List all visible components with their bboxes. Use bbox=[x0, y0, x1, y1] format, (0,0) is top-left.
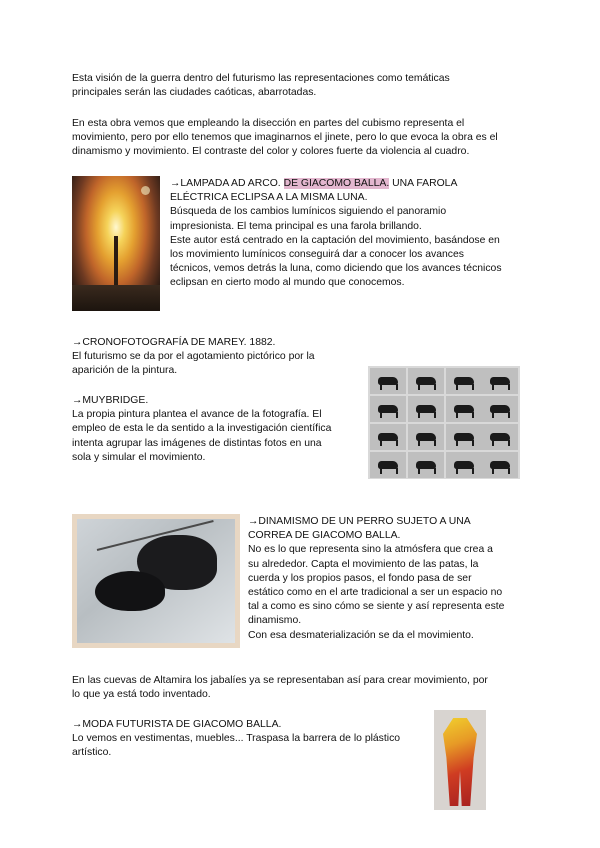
text-line: dinamismo y movimiento. El contraste del color y colores fuerte da violencia al cuadro. bbox=[72, 146, 470, 158]
horse-frame bbox=[370, 452, 406, 478]
text-line: Este autor está centrado en la captación del movimiento, basándose en bbox=[170, 234, 500, 246]
muybridge-horse-photo-grid bbox=[368, 366, 520, 479]
text-line: impresionista. El tema principal es una farola brillando. bbox=[170, 220, 422, 232]
text-line: tal a como es sino cómo se siente y así representa este bbox=[248, 601, 505, 613]
horse-frame bbox=[370, 424, 406, 450]
horse-frame bbox=[446, 368, 482, 394]
dinamismo-title-line-1: →DINAMISMO DE UN PERRO SUJETO A UNA bbox=[248, 516, 471, 527]
text-line: cuerda y los propios pasos, el fondo pasa de ser bbox=[248, 572, 472, 584]
horse-frame bbox=[482, 368, 518, 394]
marey-section bbox=[72, 336, 315, 379]
text-line: principales serán las ciudades caóticas, abarrotadas. bbox=[72, 87, 317, 99]
horse-frame bbox=[408, 424, 444, 450]
suit-shape bbox=[443, 718, 477, 806]
moda-futurista-suit-image bbox=[434, 710, 486, 810]
moda-section bbox=[72, 718, 400, 761]
horse-frame bbox=[446, 424, 482, 450]
text-line: intenta agrupar las imágenes de distintas fotos en una bbox=[72, 437, 322, 449]
horse-frame bbox=[408, 396, 444, 422]
text-line: En las cuevas de Altamira los jabalíes ya se representaban así para crear movimiento, por bbox=[72, 675, 488, 686]
lampada-title-b: UNA FAROLA bbox=[389, 178, 458, 189]
text-line: Con esa desmaterialización se da el movimiento. bbox=[248, 629, 474, 641]
text-line: los movimiento lumínicos conseguirá dar a conocer los avances bbox=[170, 249, 464, 261]
moon-shape bbox=[141, 186, 150, 195]
text-line: aparición de la pintura. bbox=[72, 365, 178, 377]
lamp-pole-shape bbox=[114, 236, 118, 286]
text-line: El futurismo se da por el agotamiento pictórico por la bbox=[72, 351, 315, 363]
moda-title: →MODA FUTURISTA DE GIACOMO BALLA. bbox=[72, 719, 282, 730]
dinamismo-perro-painting bbox=[72, 514, 240, 648]
dinamismo-section bbox=[248, 515, 504, 643]
lampada-title-highlight: DE GIACOMO BALLA. bbox=[283, 178, 390, 189]
horse-frame bbox=[370, 396, 406, 422]
dog-shape bbox=[95, 571, 165, 611]
text-line: estático como en el arte tradicional a ser un espacio no bbox=[248, 587, 503, 599]
lampada-ad-arco-painting bbox=[72, 176, 160, 311]
horse-frame bbox=[482, 424, 518, 450]
text-line: movimiento, pero por ello tenemos que imaginarnos el jinete, pero lo que evoca la obra es el bbox=[72, 132, 498, 144]
text-line: empleo de esta le da sentido a la investigación científica bbox=[72, 423, 332, 435]
text-line: Esta visión de la guerra dentro del futurismo las representaciones como temáticas bbox=[72, 73, 450, 84]
intro-paragraph-2 bbox=[72, 117, 498, 160]
text-line: Búsqueda de los cambios lumínicos siguiendo el panoramio bbox=[170, 206, 447, 218]
horse-frame bbox=[446, 452, 482, 478]
text-line: La propia pintura plantea el avance de la fotografía. El bbox=[72, 409, 322, 421]
text-line: En esta obra vemos que empleando la disección en partes del cubismo representa el bbox=[72, 118, 465, 129]
altamira-paragraph bbox=[72, 674, 488, 702]
horse-frame bbox=[446, 396, 482, 422]
horse-frame bbox=[482, 396, 518, 422]
lampada-title bbox=[170, 177, 502, 191]
text-line: técnicos, vemos detrás la luna, como diciendo que los avances técnicos bbox=[170, 263, 502, 275]
lampada-section bbox=[170, 177, 502, 291]
text-line: dinamismo. bbox=[248, 615, 302, 627]
marey-title: →CRONOFOTOGRAFÍA DE MAREY. 1882. bbox=[72, 337, 276, 348]
painting-canvas bbox=[77, 519, 235, 643]
text-line: Lo vemos en vestimentas, muebles... Traspasa la barrera de lo plástico bbox=[72, 733, 401, 745]
text-line: eclipsan en cierto modo al mundo que conocemos. bbox=[170, 277, 405, 289]
text-line: sola y simular el movimiento. bbox=[72, 451, 206, 463]
horse-frame bbox=[408, 452, 444, 478]
intro-paragraph-1 bbox=[72, 72, 450, 100]
muybridge-title: →MUYBRIDGE. bbox=[72, 395, 149, 406]
lampada-title-line-2: ELÉCTRICA ECLIPSA A LA MISMA LUNA. bbox=[170, 192, 368, 204]
muybridge-section bbox=[72, 394, 331, 465]
horse-frame bbox=[408, 368, 444, 394]
text-line: su alrededor. Capta el movimiento de las patas, la bbox=[248, 558, 479, 570]
horse-frame bbox=[482, 452, 518, 478]
dinamismo-title-line-2: CORREA DE GIACOMO BALLA. bbox=[248, 530, 401, 542]
lampada-title-a: →LAMPADA AD ARCO. bbox=[170, 178, 284, 189]
text-line: No es lo que representa sino la atmósfera que crea a bbox=[248, 544, 493, 556]
text-line: lo que ya está todo inventado. bbox=[72, 689, 211, 701]
horse-frame bbox=[370, 368, 406, 394]
text-line: artístico. bbox=[72, 747, 112, 759]
painting-base-shape bbox=[72, 285, 160, 311]
